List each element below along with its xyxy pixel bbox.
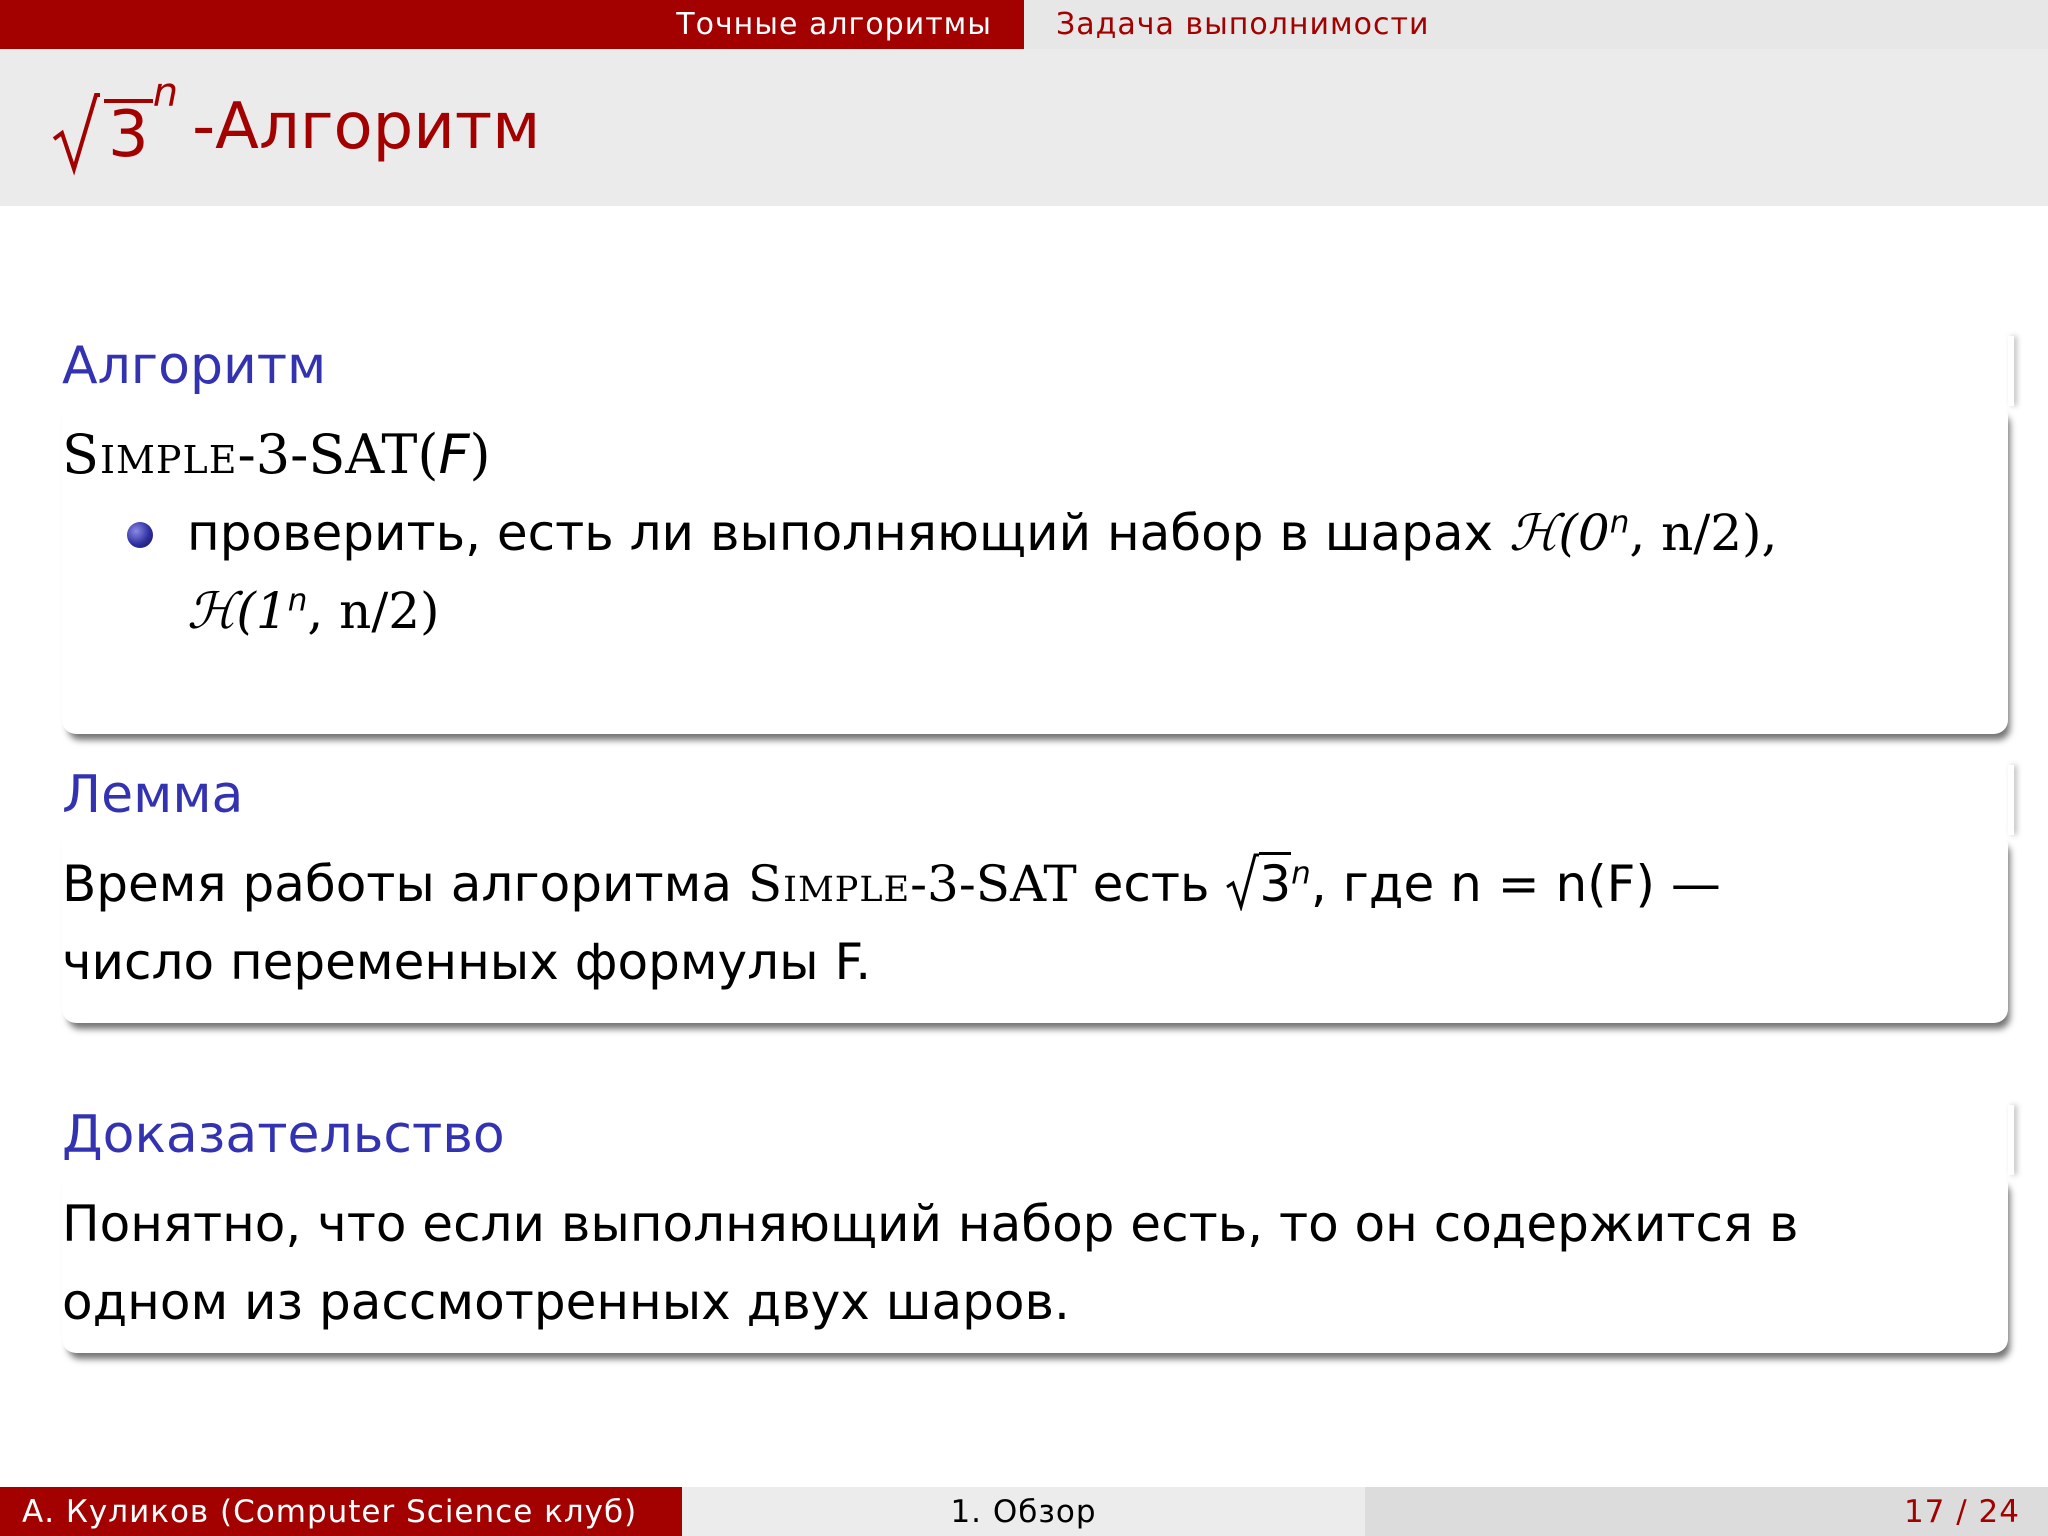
nav-section-label: Точные алгоритмы [676, 7, 992, 42]
frame-title [52, 72, 540, 182]
proof-block-body [62, 1175, 2008, 1353]
bullet-text: проверить, есть ли выполняющий набор в шарах [187, 504, 1494, 562]
sqrt-icon [52, 77, 100, 177]
lemma-radicand: 3 [1259, 852, 1291, 913]
ball-two: ℋ(1 [187, 582, 288, 640]
sqrt-icon [1225, 851, 1259, 911]
lemma-text-before: Время работы алгоритма [62, 855, 748, 913]
ball-one-rest: , n/2), [1629, 504, 1778, 562]
algo-suffix: -3-SAT( [237, 423, 439, 486]
footer-page-number: 17 / 24 [1365, 1487, 2048, 1536]
algo-name-smallcaps: Simple [62, 423, 238, 486]
nav-subsection[interactable] [1024, 0, 2048, 49]
list-item [62, 494, 2008, 650]
lemma-line-2: число переменных формулы F. [62, 933, 872, 991]
top-navigation [0, 0, 2048, 49]
footer-section: 1. Обзор [682, 1487, 1365, 1536]
algorithm-block [62, 326, 2008, 734]
algorithm-name [62, 416, 2008, 494]
title-radicand: 3 [104, 99, 153, 167]
algorithm-block-body [62, 406, 2008, 734]
proof-block [62, 1095, 2008, 1353]
proof-line-2: одном из рассмотренных двух шаров. [62, 1273, 1070, 1331]
lemma-algo-suffix: -3-SAT [910, 855, 1077, 913]
ball-one: ℋ(0 [1509, 504, 1610, 562]
nav-section-current[interactable] [0, 0, 1024, 49]
block-title-algorithm: Алгоритм [62, 336, 327, 396]
ball-two-rest: , n/2) [307, 582, 440, 640]
title-text: -Алгоритм [192, 90, 541, 164]
algo-close: ) [469, 423, 491, 486]
proof-line-1: Понятно, что если выполняющий набор есть, то он содержится в [62, 1195, 1799, 1253]
lemma-text-mid: есть [1076, 855, 1226, 913]
title-exponent: n [152, 70, 179, 116]
footer [0, 1487, 2048, 1536]
ball-two-exp: n [287, 582, 308, 619]
block-title-lemma: Лемма [62, 765, 244, 825]
lemma-line-1 [62, 845, 2008, 923]
nav-subsection-label: Задача выполнимости [1056, 7, 1430, 42]
lemma-algo-name: Simple [747, 855, 911, 913]
lemma-block [62, 755, 2008, 1023]
lemma-text-after: , где n = n(F) — [1310, 855, 1721, 913]
bullet-icon [127, 522, 153, 548]
algo-arg: F [438, 423, 470, 486]
lemma-exponent: n [1291, 855, 1311, 892]
footer-author: А. Куликов (Computer Science клуб) [0, 1487, 682, 1536]
ball-one-exp: n [1609, 504, 1630, 541]
lemma-block-body [62, 835, 2008, 1023]
block-title-proof: Доказательство [62, 1105, 505, 1165]
